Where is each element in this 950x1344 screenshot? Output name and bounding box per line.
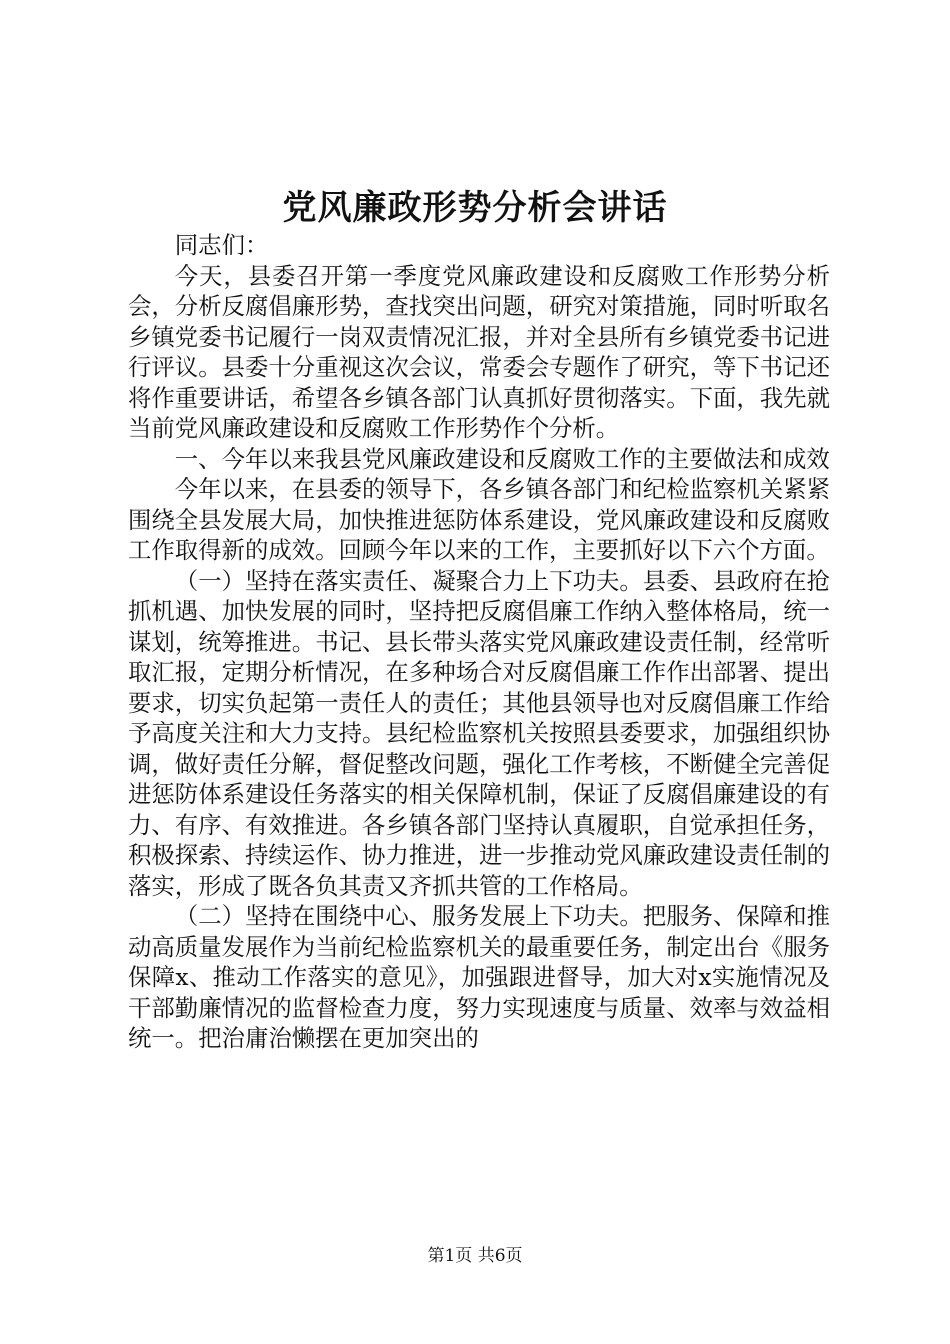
paragraph-point-2: （二）坚持在围绕中心、服务发展上下功夫。把服务、保障和推动高质量发展作为当前纪检监察机关的最重要任务，制定出台《服务保障x、推动工作落实的意见》，加强跟进督导，加大对x实施情况及干部勤廉情况的监督检查力度，努力实现速度与质量、效率与效益相统一。把治庸治懒摆在更加突出的 xyxy=(128,902,830,1052)
section-heading: 一、今年以来我县党风廉政建设和反腐败工作的主要做法和成效 xyxy=(174,444,830,473)
paragraph-overview: 今年以来，在县委的领导下，各乡镇各部门和纪检监察机关紧紧围绕全县发展大局，加快推进惩防体系建设，党风廉政建设和反腐败工作取得新的成效。回顾今年以来的工作，主要抓好以下六个方面。 xyxy=(128,475,830,564)
document-body xyxy=(128,230,830,1054)
document-title: 党风廉政形势分析会讲话 xyxy=(282,188,668,228)
paragraph-point-1: （一）坚持在落实责任、凝聚合力上下功夫。县委、县政府在抢抓机遇、加快发展的同时，坚持把反腐倡廉工作纳入整体格局，统一谋划，统筹推进。书记、县长带头落实党风廉政建设责任制，经常听取汇报，定期分析情况，在多种场合对反腐倡廉工作作出部署、提出要求，切实负起第一责任人的责任；其他县领导也对反腐倡廉工作给予高度关注和大力支持。县纪检监察机关按照县委要求，加强组织协调，做好责任分解，督促整改问题，强化工作考核，不断健全完善促进惩防体系建设任务落实的相关保障机制，保证了反腐倡廉建设的有力、有序、有效推进。各乡镇各部门坚持认真履职，自觉承担任务，积极探索、持续运作、协力推进，进一步推动党风廉政建设责任制的落实，形成了既各负其责又齐抓共管的工作格局。 xyxy=(128,566,830,900)
paragraph-intro: 今天，县委召开第一季度党风廉政建设和反腐败工作形势分析会，分析反腐倡廉形势，查找突出问题，研究对策措施，同时听取名乡镇党委书记履行一岗双责情况汇报，并对全县所有乡镇党委书记进行评议。县委十分重视这次会议，常委会专题作了研究，等下书记还将作重要讲话，希望各乡镇各部门认真抓好贯彻落实。下面，我先就当前党风廉政建设和反腐败工作形势作个分析。 xyxy=(128,261,830,442)
page-footer: 第1页 共6页 xyxy=(427,1246,523,1266)
paragraph-salutation: 同志们： xyxy=(174,231,269,259)
